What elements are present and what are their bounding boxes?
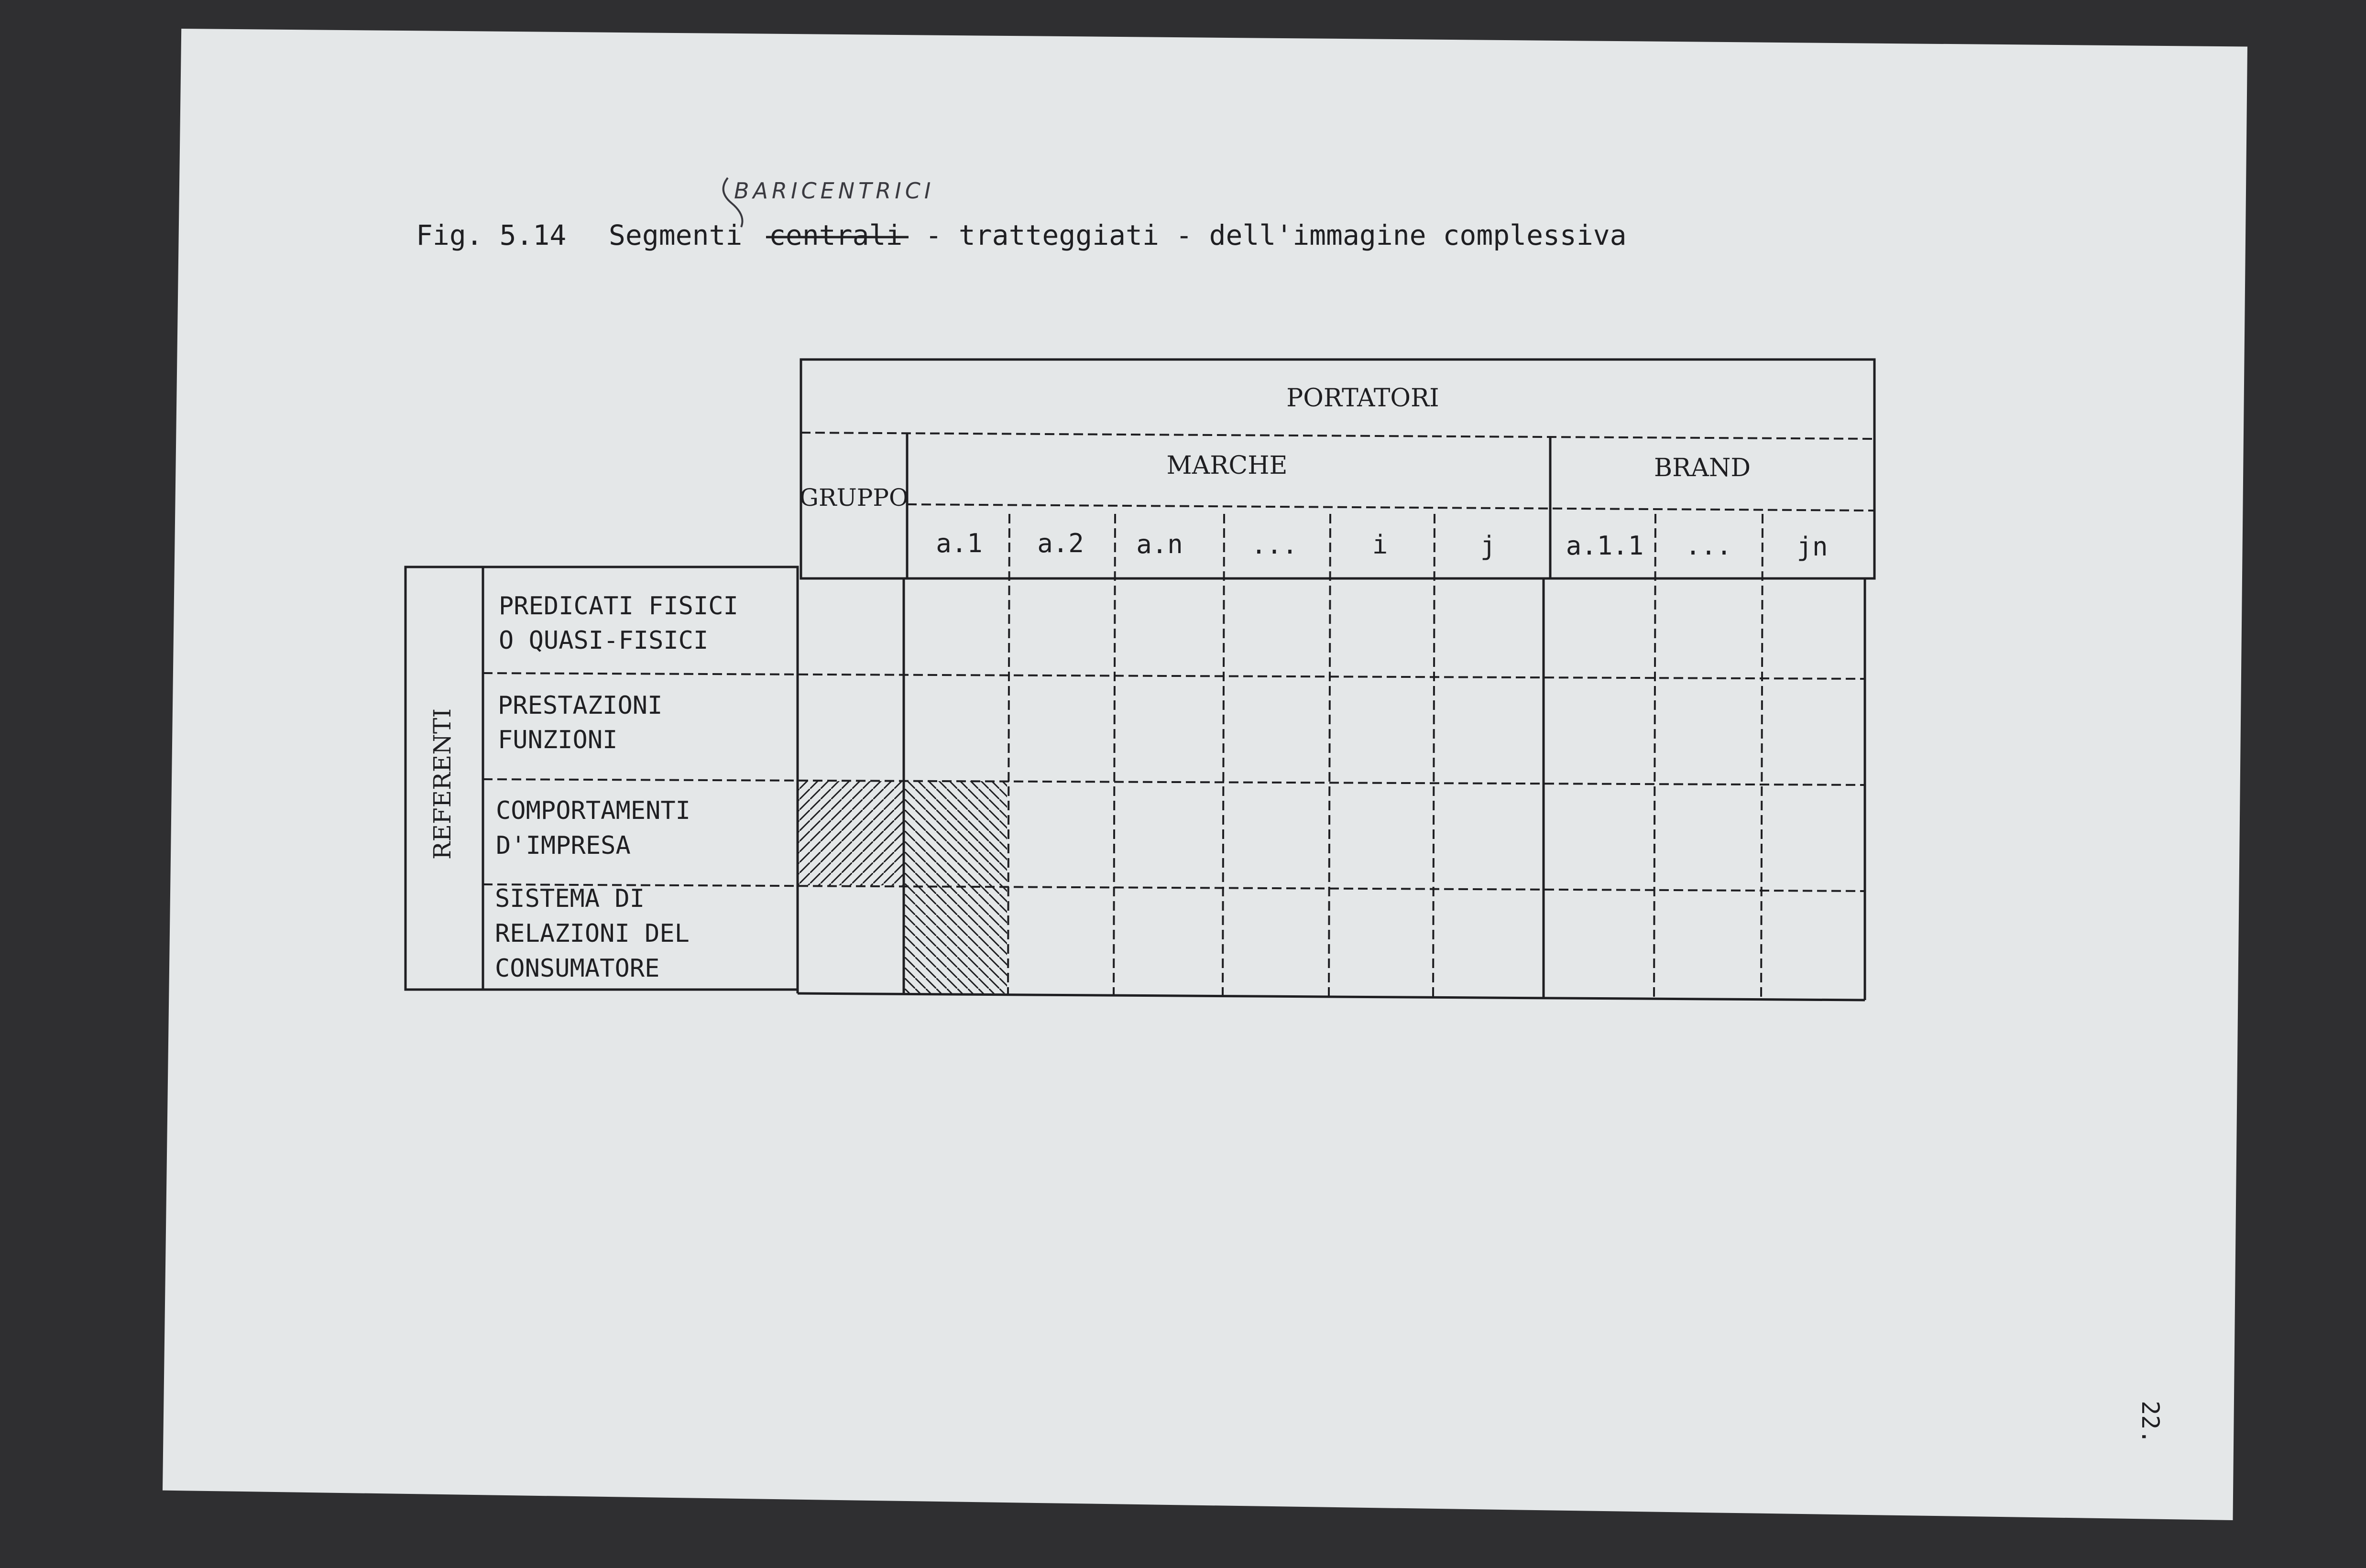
row-label-line: FUNZIONI	[498, 726, 618, 754]
handwritten-correction: BARICENTRICI	[734, 178, 935, 204]
column-label: a.1	[936, 528, 983, 558]
column-label: ...	[1251, 530, 1298, 560]
column-label: a.2	[1037, 528, 1084, 558]
side-label-referenti: REFERENTI	[428, 708, 456, 860]
hatch-a1-sistema	[904, 885, 1007, 993]
figure-caption	[416, 178, 1627, 251]
column-label: jn	[1796, 532, 1828, 562]
header-gruppo: GRUPPO	[800, 484, 909, 512]
header-brand: BRAND	[1654, 454, 1751, 482]
row-label-line: CONSUMATORE	[495, 954, 660, 983]
row-label-line: D'IMPRESA	[496, 831, 631, 860]
header-portatori: PORTATORI	[1286, 384, 1439, 413]
figure-label: Fig. 5.14	[416, 219, 567, 251]
row-label-line: SISTEMA DI	[495, 884, 645, 913]
row-labels	[495, 592, 738, 983]
column-label: a.n	[1136, 529, 1183, 559]
column-label: i	[1372, 530, 1388, 560]
column-label: ...	[1685, 531, 1732, 561]
row-label-line: COMPORTAMENTI	[496, 796, 690, 825]
caption-word-segmenti: Segmenti	[609, 219, 743, 251]
hatch-gruppo-comportamenti	[798, 781, 904, 885]
row-label-line: PREDICATI FISICI	[499, 592, 738, 621]
column-labels	[936, 528, 1828, 562]
caption-rest: - tratteggiati - dell'immagine complessiva	[925, 219, 1627, 251]
column-label: j	[1480, 531, 1496, 561]
header-marche: MARCHE	[1166, 451, 1288, 480]
column-label: a.1.1	[1566, 531, 1644, 561]
table-headers	[800, 384, 1751, 512]
row-label-line: O QUASI-FISICI	[499, 626, 709, 655]
row-label-line: PRESTAZIONI	[498, 691, 663, 720]
row-label-line: RELAZIONI DEL	[495, 919, 690, 948]
page-number: 22.	[2136, 1401, 2164, 1444]
hatch-a1-comportamenti	[904, 781, 1007, 885]
struck-word: centrali	[769, 219, 903, 251]
table-dashed-lines	[483, 433, 1874, 1000]
